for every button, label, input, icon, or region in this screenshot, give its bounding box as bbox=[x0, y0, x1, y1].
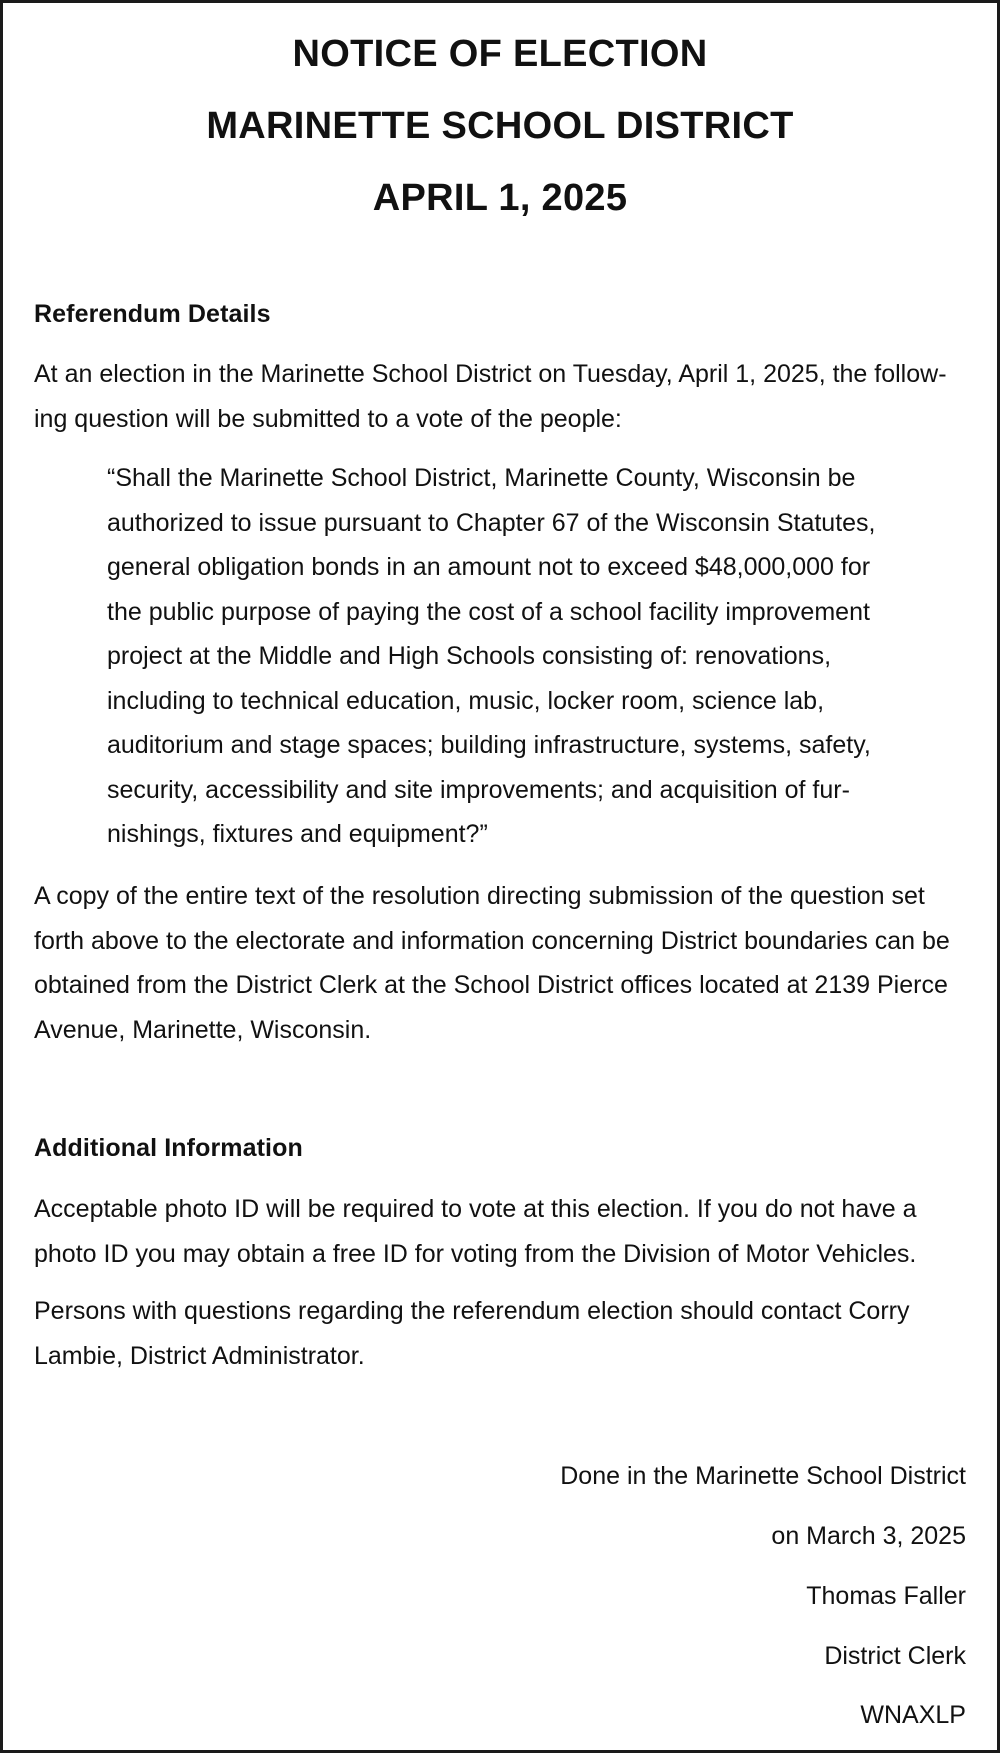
ballot-question bbox=[107, 456, 907, 857]
election-date: APRIL 1, 2025 bbox=[372, 177, 628, 219]
text-line: “Shall the Marinette School District, Marinette County, Wisconsin be bbox=[107, 464, 856, 492]
additional-information-heading: Additional Information bbox=[34, 1134, 303, 1162]
text-line: nishings, fixtures and equipment?” bbox=[107, 820, 488, 848]
clerk-name: Thomas Faller bbox=[806, 1582, 966, 1610]
text-line: Persons with questions regarding the referendum election should contact Corry bbox=[34, 1297, 910, 1325]
text-line: obtained from the District Clerk at the School District offices located at 2139 Pierce bbox=[34, 971, 948, 999]
text-line: including to technical education, music, locker room, science lab, bbox=[107, 686, 825, 715]
publication-code: WNAXLP bbox=[860, 1701, 966, 1729]
text-line: the public purpose of paying the cost of a school facility improvement bbox=[107, 597, 870, 626]
notice-title: NOTICE OF ELECTION bbox=[292, 33, 708, 75]
photo-id-paragraph bbox=[34, 1187, 974, 1276]
text-line: security, accessibility and site improvements; and acquisition of fur- bbox=[107, 775, 850, 804]
text-line: general obligation bonds in an amount not to exceed $48,000,000 for bbox=[107, 553, 871, 581]
referendum-intro bbox=[34, 352, 974, 441]
referendum-details-heading: Referendum Details bbox=[34, 300, 271, 328]
signature-date: on March 3, 2025 bbox=[771, 1522, 966, 1550]
text-line: Lambie, District Administrator. bbox=[34, 1341, 365, 1370]
text-line: auditorium and stage spaces; building infrastructure, systems, safety, bbox=[107, 731, 871, 759]
resolution-copy-paragraph bbox=[34, 874, 974, 1052]
text-line: project at the Middle and High Schools consisting of: renovations, bbox=[107, 642, 832, 670]
signature-location: Done in the Marinette School District bbox=[560, 1462, 966, 1490]
text-line: authorized to issue pursuant to Chapter 67 of the Wisconsin Statutes, bbox=[107, 508, 876, 537]
district-name: MARINETTE SCHOOL DISTRICT bbox=[206, 105, 794, 147]
text-line: At an election in the Marinette School District on Tuesday, April 1, 2025, the follow- bbox=[34, 360, 947, 388]
text-line: ing question will be submitted to a vote of the people: bbox=[34, 404, 622, 433]
text-line: A copy of the entire text of the resolution directing submission of the question set bbox=[34, 882, 925, 910]
text-line: Acceptable photo ID will be required to vote at this election. If you do not have a bbox=[34, 1195, 917, 1223]
text-line: photo ID you may obtain a free ID for voting from the Division of Motor Vehicles. bbox=[34, 1239, 917, 1268]
clerk-title: District Clerk bbox=[824, 1642, 966, 1670]
text-line: forth above to the electorate and information concerning District boundaries can be bbox=[34, 926, 950, 955]
text-line: Avenue, Marinette, Wisconsin. bbox=[34, 1015, 372, 1044]
contact-paragraph bbox=[34, 1289, 974, 1378]
